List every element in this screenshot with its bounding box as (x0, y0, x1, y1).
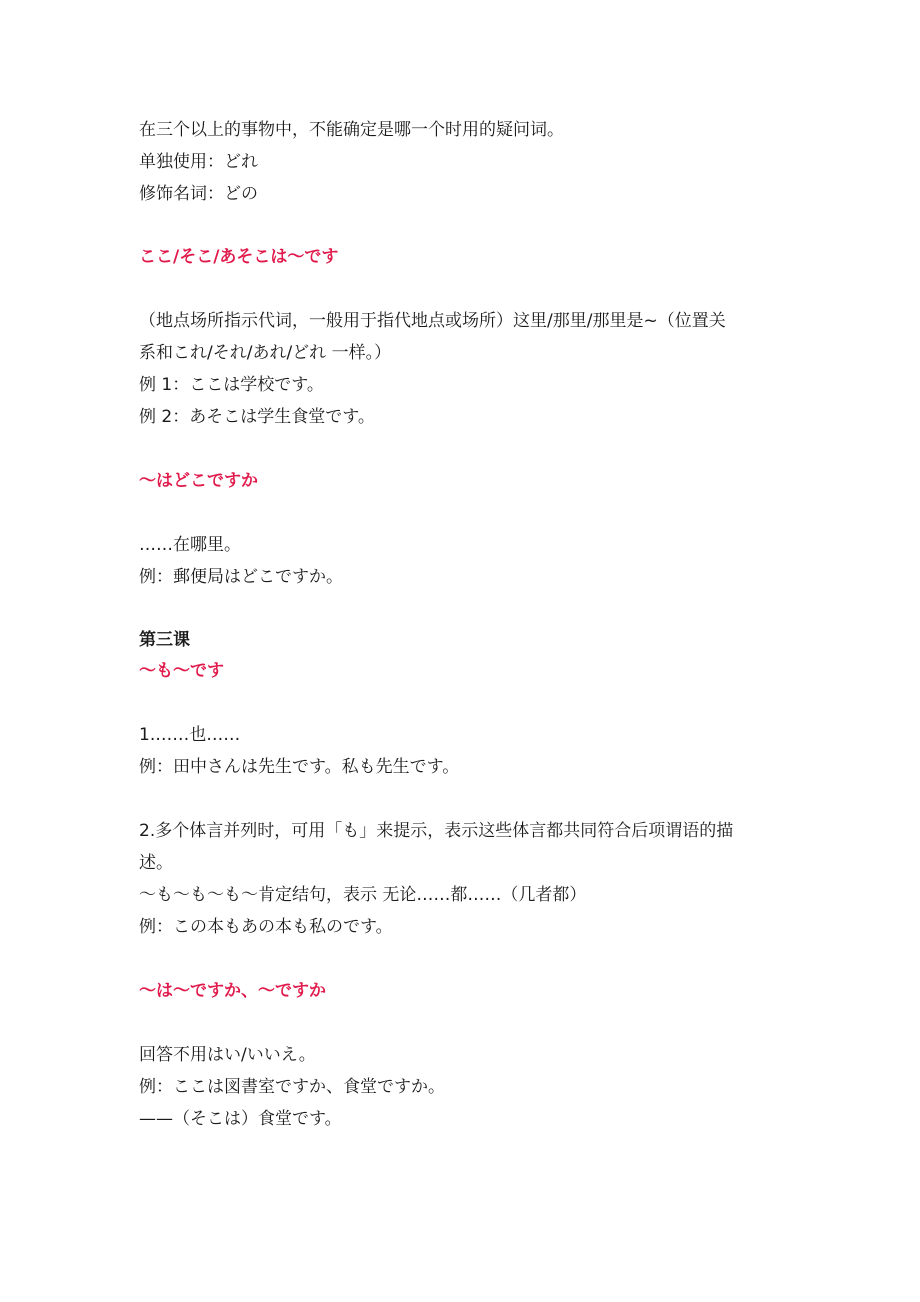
text-line-standalone-use: 单独使用：どれ (139, 152, 258, 172)
example-line-post-office: 例：郵便局はどこですか。 (139, 567, 343, 587)
section-heading-wa-doko-desuka: ～はどこですか (139, 471, 258, 491)
section-heading-desuka-desuka: ～は～ですか、～ですか (139, 981, 326, 1001)
text-line-place-pronoun-2: 系和これ/それ/あれ/どれ 一样。） (139, 343, 392, 363)
text-line-place-pronoun-1: （地点场所指示代词，一般用于指代地点或场所）这里/那里/那里是~（位置关 (139, 311, 726, 331)
section-heading-koko-soko-asoko: ここ/そこ/あそこは～です (139, 247, 339, 267)
example-line-book: 例：この本もあの本も私のです。 (139, 917, 393, 937)
text-line-multiple-nouns-2: 述。 (139, 853, 173, 873)
chapter-title-lesson-3: 第三课 (139, 630, 190, 650)
example-line-1: 例 1：ここは学校です。 (139, 375, 324, 395)
text-line-mo-mo-mo: ～も～も～も～肯定结句，表示 无论……都……（几者都） (139, 885, 587, 905)
example-answer-line: ——（そこは）食堂です。 (139, 1109, 342, 1129)
text-line-multiple-nouns-1: 2.多个体言并列时，可用「も」来提示，表示这些体言都共同符合后项谓语的描 (139, 821, 734, 841)
text-line-interrogative-desc: 在三个以上的事物中，不能确定是哪一个时用的疑问词。 (139, 120, 564, 140)
text-line-also: 1.……也…… (139, 725, 241, 745)
section-heading-mo-desu: ～も～です (139, 661, 224, 681)
text-line-where: ……在哪里。 (139, 535, 241, 555)
example-line-tanaka: 例：田中さんは先生です。私も先生です。 (139, 757, 460, 777)
example-line-library: 例：ここは図書室ですか、食堂ですか。 (139, 1077, 445, 1097)
example-line-2: 例 2：あそこは学生食堂です。 (139, 407, 375, 427)
text-line-no-hai-iie: 回答不用はい/いいえ。 (139, 1045, 316, 1065)
text-line-modify-noun: 修饰名词：どの (139, 184, 258, 204)
